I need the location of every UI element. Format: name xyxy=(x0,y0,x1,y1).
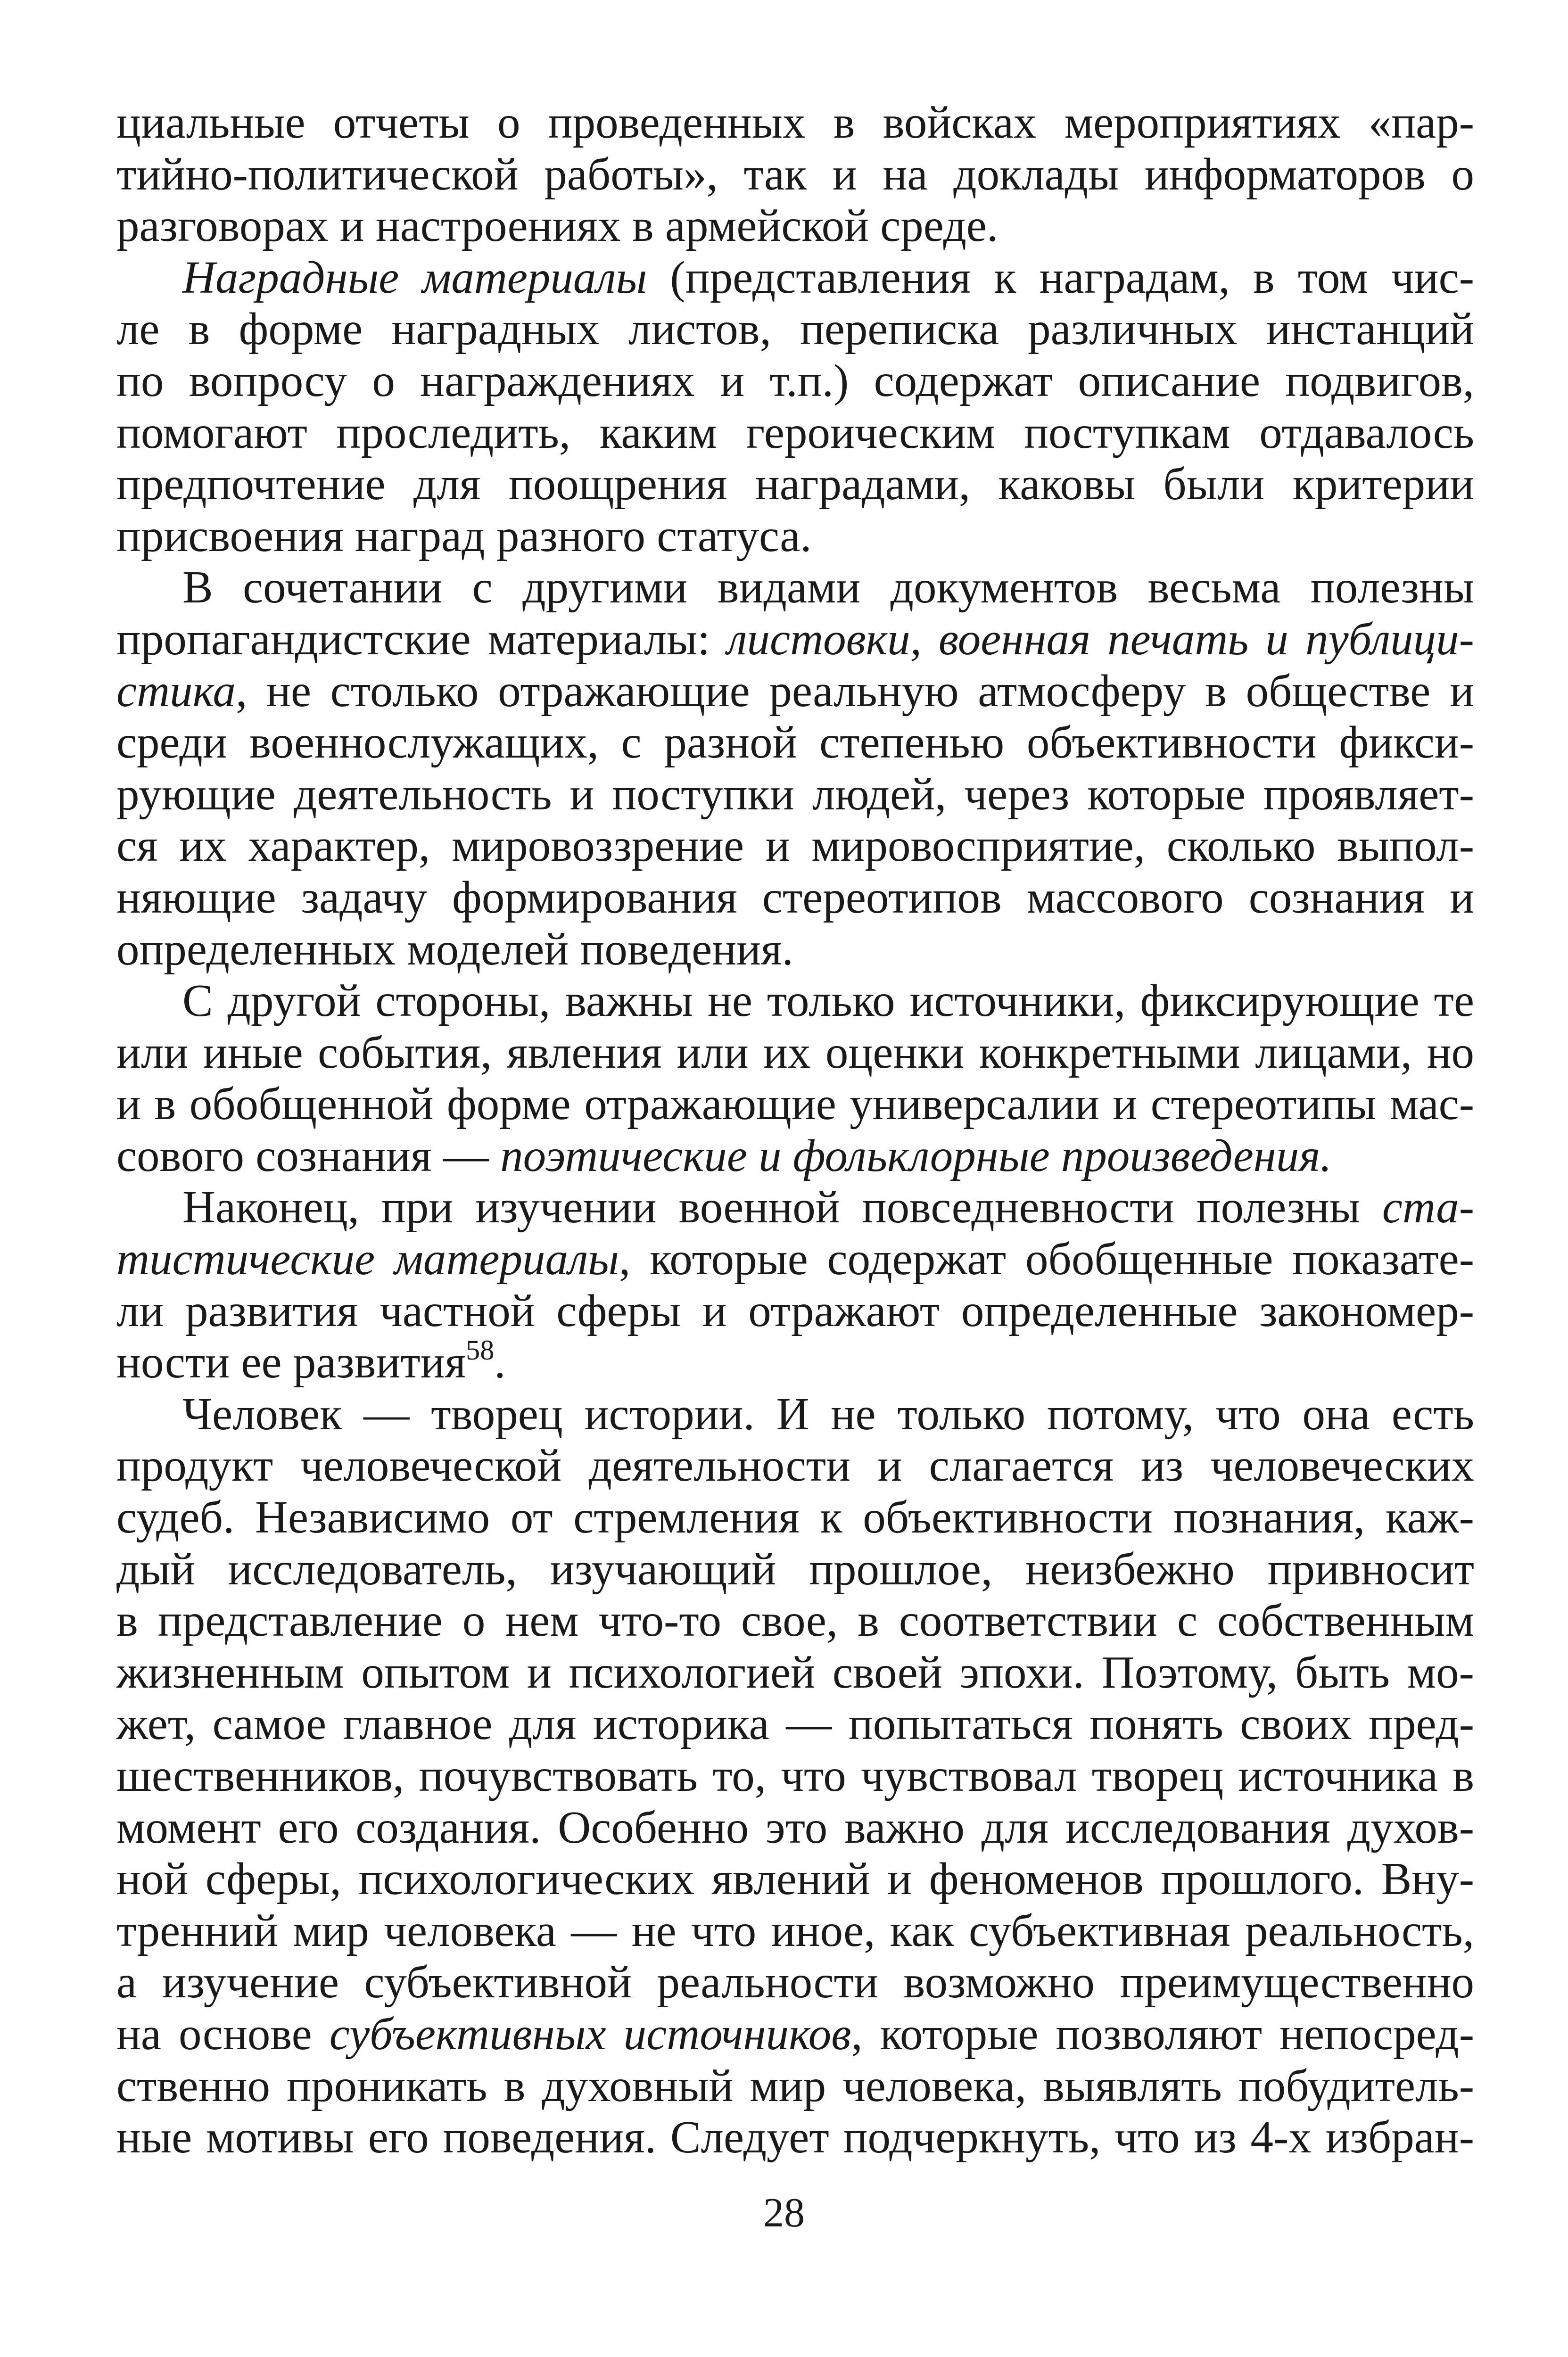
text-run: ной сферы, психологических явлений и феноменов прошлого. Вну- xyxy=(116,1854,1474,1904)
text-line xyxy=(116,820,1474,872)
text-run: продукт человеческой деятельности и слагается из человеческих xyxy=(116,1440,1474,1491)
text-line xyxy=(116,613,1474,665)
paragraph xyxy=(116,252,1474,562)
text-run: момент его создания. Особенно это важно для исследования духов- xyxy=(116,1802,1474,1853)
text-line xyxy=(116,1130,1474,1182)
italic-text: листовки, военная печать и публици- xyxy=(727,613,1474,664)
text-line xyxy=(116,1181,1474,1233)
text-line xyxy=(116,303,1474,355)
text-run: ли развития частной сферы и отражают определенные закономер- xyxy=(116,1285,1474,1336)
text-line xyxy=(116,768,1474,820)
text-line xyxy=(116,407,1474,459)
text-run: а изучение субъективной реальности возможно преимущественно xyxy=(116,1957,1474,2008)
text-line xyxy=(116,1750,1474,1802)
text-run: няющие задачу формирования стереотипов массового сознания и xyxy=(116,872,1474,923)
text-line xyxy=(116,458,1474,510)
paragraph xyxy=(116,561,1474,975)
italic-text: тистические материалы xyxy=(116,1234,619,1285)
text-run: в представление о нем что-то свое, в соответствии с собственным xyxy=(116,1595,1474,1646)
text-line xyxy=(116,1233,1474,1285)
text-line xyxy=(116,561,1474,613)
italic-text: поэтические и фольклорные произведения. xyxy=(500,1130,1332,1181)
text-line xyxy=(116,975,1474,1027)
text-run: определенных моделей поведения. xyxy=(116,923,793,974)
text-run: пропагандистские материалы: xyxy=(116,613,727,664)
page-number: 28 xyxy=(763,2190,805,2236)
text-run: С другой стороны, важны не только источники, фиксирующие те xyxy=(182,975,1474,1026)
italic-text: Наградные материалы xyxy=(182,252,647,303)
text-line xyxy=(116,665,1474,717)
text-line xyxy=(116,1543,1474,1595)
text-line xyxy=(116,1853,1474,1905)
text-run: тийно-политической работы», так и на доклады информаторов о xyxy=(116,148,1474,199)
text-line xyxy=(116,1905,1474,1957)
text-line xyxy=(116,97,1474,148)
text-run: . xyxy=(494,1337,506,1388)
text-run: среди военнослужащих, с разной степенью объективности фикси- xyxy=(116,717,1474,768)
text-line xyxy=(116,1802,1474,1854)
text-run: (представления к наградам, в том чис- xyxy=(647,252,1475,303)
text-run: ные мотивы его поведения. Следует подчеркнуть, что из 4-х избран- xyxy=(116,2112,1474,2163)
text-line xyxy=(116,2060,1474,2112)
text-run: ся их характер, мировоззрение и мировосприятие, сколько выпол- xyxy=(116,820,1474,871)
text-line xyxy=(116,355,1474,407)
text-run: судеб. Независимо от стремления к объективности познания, каж- xyxy=(116,1492,1474,1543)
text-line xyxy=(116,200,1474,252)
paragraph xyxy=(116,1388,1474,2163)
text-run: разговорах и настроениях в армейской среде. xyxy=(116,200,999,251)
text-run: Наконец, при изучении военной повседневности полезны xyxy=(182,1182,1382,1233)
text-line xyxy=(116,1336,1474,1388)
text-run: тренний мир человека — не что иное, как субъективная реальность, xyxy=(116,1905,1474,1956)
body-text xyxy=(116,97,1474,2163)
text-run: сового сознания — xyxy=(116,1130,501,1181)
text-run: В сочетании с другими видами документов весьма полезны xyxy=(182,562,1474,613)
text-run: , которые позволяют непосред- xyxy=(851,2008,1474,2059)
text-line xyxy=(116,1647,1474,1698)
text-line xyxy=(116,1027,1474,1079)
text-run: Человек — творец истории. И не только потому, что она есть xyxy=(182,1388,1474,1439)
text-run: жизненным опытом и психологией своей эпохи. Поэтому, быть мо- xyxy=(116,1647,1474,1698)
text-line xyxy=(116,872,1474,923)
paragraph xyxy=(116,97,1474,252)
text-run: жет, самое главное для историка — попытаться понять своих пред- xyxy=(116,1698,1474,1749)
text-run: рующие деятельность и поступки людей, через которые проявляет- xyxy=(116,768,1474,819)
text-run: на основе xyxy=(116,2008,330,2059)
italic-text: субъективных источников xyxy=(329,2008,851,2059)
paragraph xyxy=(116,975,1474,1181)
text-run: или иные события, явления или их оценки конкретными лицами, но xyxy=(116,1027,1474,1078)
italic-text: ста- xyxy=(1382,1182,1474,1233)
text-run: ности ее развития xyxy=(116,1337,466,1388)
text-line xyxy=(116,1956,1474,2008)
paragraph xyxy=(116,1181,1474,1388)
footnote-ref: 58 xyxy=(466,1335,495,1366)
text-line xyxy=(116,510,1474,562)
text-line xyxy=(116,2008,1474,2060)
text-line xyxy=(116,1078,1474,1130)
text-run: , которые содержат обобщенные показате- xyxy=(619,1234,1474,1285)
italic-text: стика xyxy=(116,665,236,716)
text-run: циальные отчеты о проведенных в войсках мероприятиях «пар- xyxy=(116,97,1474,148)
text-run: присвоения наград разного статуса. xyxy=(116,510,812,561)
text-run: шественников, почувствовать то, что чувствовал творец источника в xyxy=(116,1750,1474,1801)
text-run: предпочтение для поощрения наградами, каковы были критерии xyxy=(116,459,1474,510)
text-run: и в обобщенной форме отражающие универсалии и стереотипы мас- xyxy=(116,1079,1474,1129)
text-line xyxy=(116,1492,1474,1543)
text-line xyxy=(116,1285,1474,1337)
text-run: , не столько отражающие реальную атмосферу в обществе и xyxy=(236,665,1474,716)
text-line xyxy=(116,1595,1474,1647)
text-line xyxy=(116,1440,1474,1492)
text-line xyxy=(116,148,1474,200)
text-line xyxy=(116,2111,1474,2163)
text-run: ственно проникать в духовный мир человека, выявлять побудитель- xyxy=(116,2060,1474,2111)
text-run: помогают проследить, каким героическим поступкам отдавалось xyxy=(116,407,1474,458)
text-line xyxy=(116,1388,1474,1440)
text-run: ле в форме наградных листов, переписка различных инстанций xyxy=(116,304,1474,354)
text-run: по вопросу о награждениях и т.п.) содержат описание подвигов, xyxy=(116,355,1474,406)
text-line xyxy=(116,717,1474,768)
text-line xyxy=(116,252,1474,304)
text-run: дый исследователь, изучающий прошлое, неизбежно привносит xyxy=(116,1543,1474,1594)
text-line xyxy=(116,1698,1474,1750)
text-line xyxy=(116,923,1474,975)
